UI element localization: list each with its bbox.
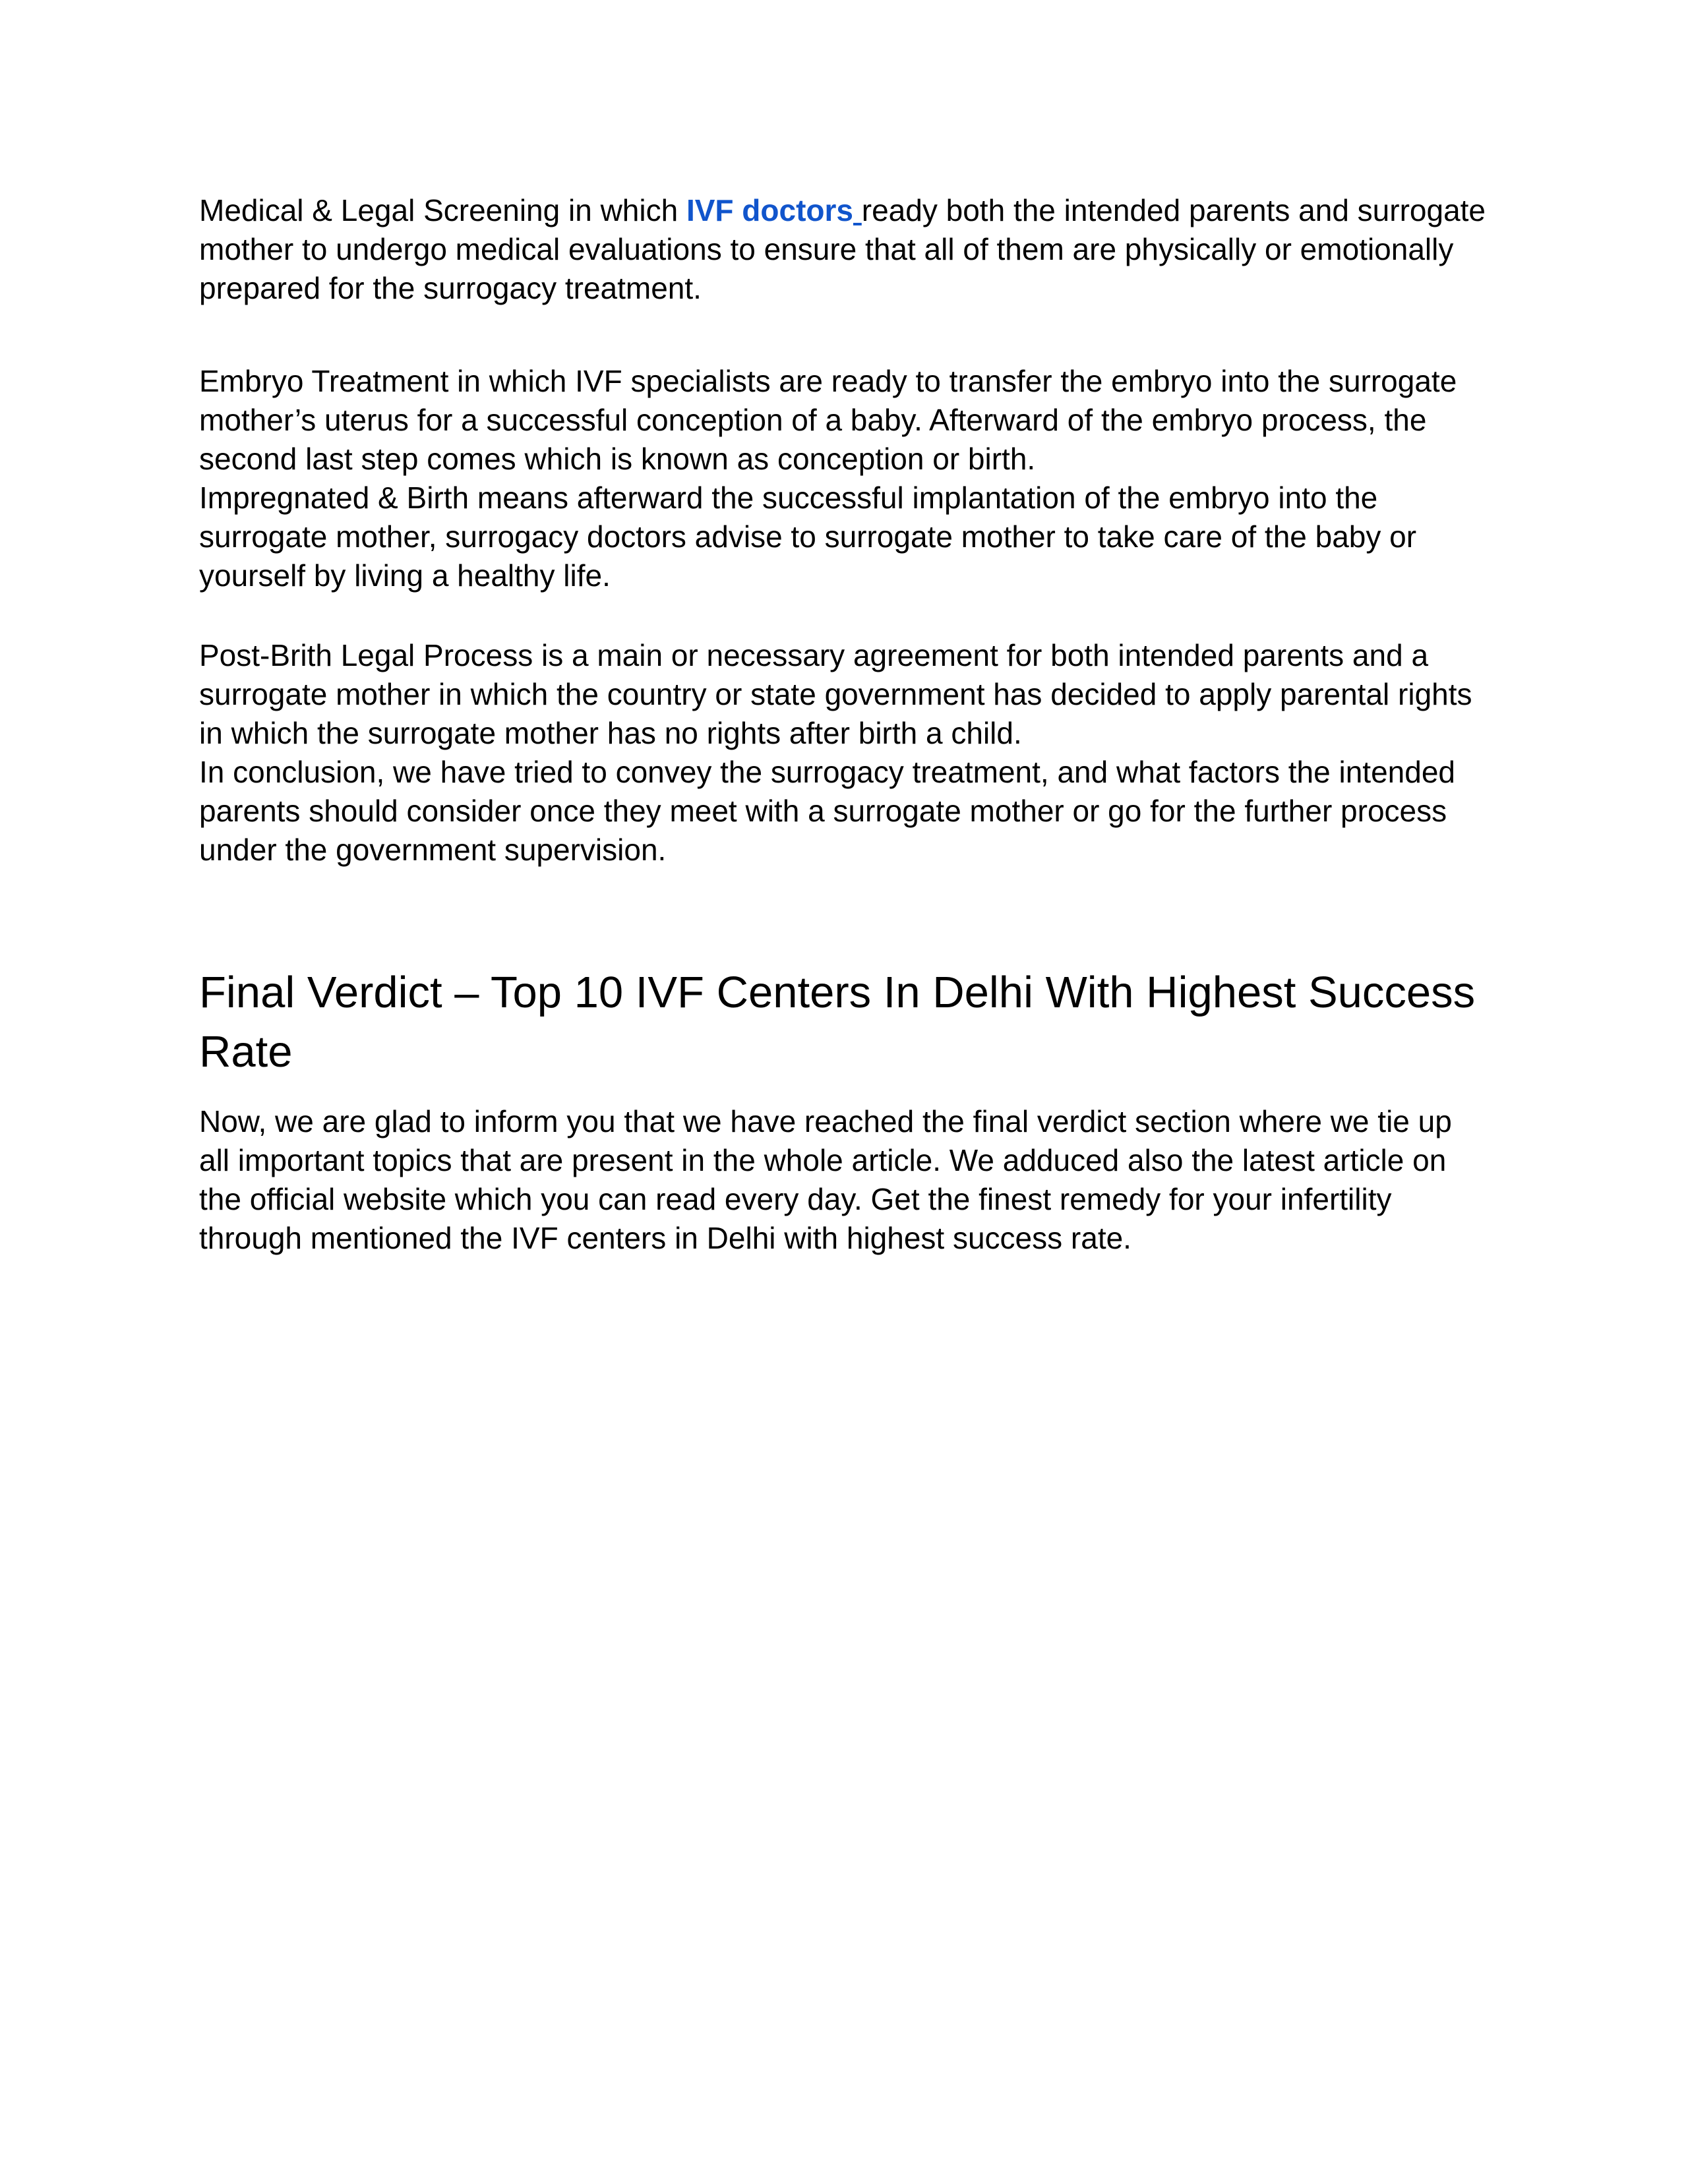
paragraph-post-birth-legal: Post-Brith Legal Process is a main or necessary agreement for both intended parents and a surrogate mother in which the country or state government has decided to apply parental rights in which the surrogate mother has no rights after birth a child. bbox=[199, 638, 1472, 750]
ivf-doctors-link[interactable]: IVF doctors bbox=[686, 193, 853, 227]
section-heading-final-verdict: Final Verdict – Top 10 IVF Centers In Delhi With Highest Success Rate bbox=[199, 968, 1476, 1077]
paragraph-medical-legal-screening bbox=[199, 191, 1490, 308]
paragraph-text-after-link: ready both the intended parents and surrogate mother to undergo medical evaluations to ensure that all of them are physically or emotionally prepared for the surrogacy treatment. bbox=[199, 193, 1486, 305]
paragraph-spacer bbox=[199, 308, 1490, 362]
section-spacer bbox=[199, 870, 1490, 963]
paragraph-conclusion: In conclusion, we have tried to convey the surrogacy treatment, and what factors the intended parents should consider once they meet with a surrogate mother or go for the further process under the government supervision. bbox=[199, 755, 1455, 867]
heading-spacer bbox=[199, 1082, 1490, 1102]
paragraph-embryo-treatment: Embryo Treatment in which IVF specialists are ready to transfer the embryo into the surrogate mother’s uterus for a successful conception of a baby. Afterward of the embryo process, the second last step comes which is known as conception or birth. bbox=[199, 364, 1457, 476]
paragraph-final-verdict: Now, we are glad to inform you that we have reached the final verdict section where we tie up all important topics that are present in the whole article. We adduced also the latest article on the official website which you can read every day. Get the finest remedy for your infertility through mentioned the IVF centers in Delhi with highest success rate. bbox=[199, 1104, 1452, 1255]
paragraph-spacer bbox=[199, 595, 1490, 636]
link-trailing-underlined-space bbox=[853, 193, 862, 227]
paragraph-impregnated-birth: Impregnated & Birth means afterward the successful implantation of the embryo into the surrogate mother, surrogacy doctors advise to surrogate mother to take care of the baby or yourself by living a healthy life. bbox=[199, 481, 1417, 593]
paragraph-text-before-link: Medical & Legal Screening in which bbox=[199, 193, 686, 227]
